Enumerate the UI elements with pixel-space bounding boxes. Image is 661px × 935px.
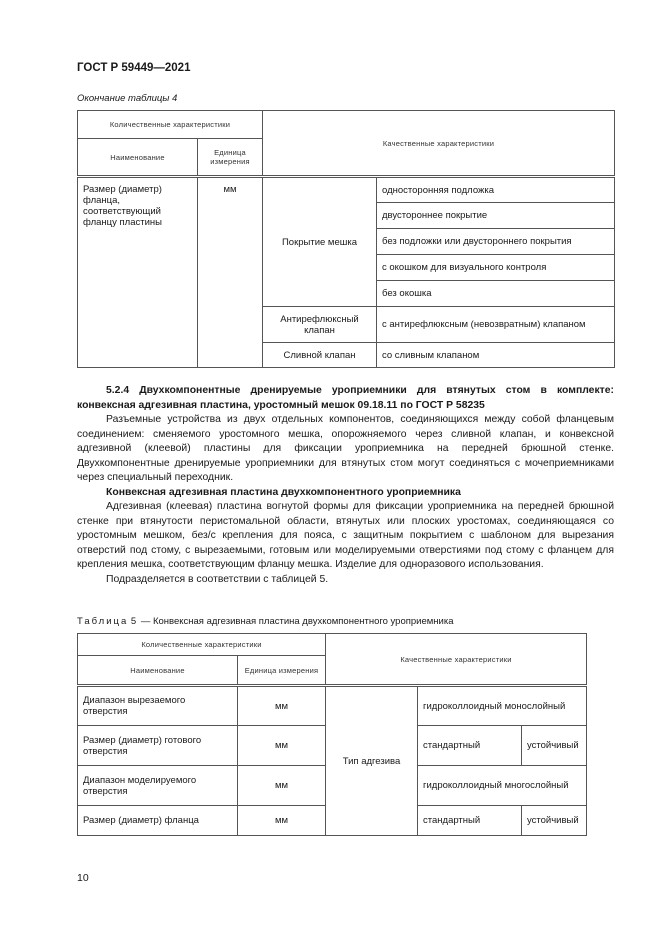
table-5 xyxy=(77,633,587,836)
row-name: Диапазон моделируемого отверстия xyxy=(78,766,238,806)
row-name: Размер (диаметр) готового отверстия xyxy=(78,726,238,766)
group-label: Покрытие мешка xyxy=(263,177,377,307)
group-value: без подложки или двустороннего покрытия xyxy=(377,229,615,255)
group-value: двустороннее покрытие xyxy=(377,203,615,229)
group-value: без окошка xyxy=(377,281,615,307)
table-4 xyxy=(77,110,615,368)
paragraph: Подразделяется в соответствии с таблицей 5. xyxy=(106,573,329,585)
group-value: со сливным клапаном xyxy=(377,343,615,368)
table-caption: Таблица 5 — Конвексная адгезивная пластина двухкомпонентного уроприемника xyxy=(77,616,454,627)
header-quantitative: Количественные характеристики xyxy=(78,634,326,656)
group-label: Антирефлюксный клапан xyxy=(263,307,377,343)
value-resistant: устойчивый xyxy=(522,806,587,836)
group-value: с окошком для визуального контроля xyxy=(377,255,615,281)
value-standard: стандартный xyxy=(418,726,522,766)
header-name: Наименование xyxy=(78,656,238,686)
header-qualitative: Качественные характеристики xyxy=(263,111,615,177)
header-name: Наименование xyxy=(78,139,198,177)
value-resistant: устойчивый xyxy=(522,726,587,766)
header-unit: Единица измерения xyxy=(198,139,263,177)
row-name: Размер (диаметр) фланца, соответствующий фланцу пластины xyxy=(78,177,198,368)
subheading: Конвексная адгезивная пластина двухкомпонентного уроприемника xyxy=(106,486,461,498)
value-mono: гидроколлоидный монослойный xyxy=(418,686,587,726)
paragraph: Адгезивная (клеевая) пластина вогнутой формы для фиксации уроприемника на передней брюшной стенке при втянутости перистомальной области, втянутых или плоских уростомах, соединяющаяся со уростомным мешком, без/с крепления для пояса, с защитным покрытием с шаблоном для вырезания отверстий под стому, с вырезаемыми, готовым или моделируемыми отверстиями под стому с фланцем для крепления мешка, соответствующим фланцу мешка. Изделие для одноразового использования. xyxy=(77,501,614,570)
header-qualitative: Качественные характеристики xyxy=(326,634,587,686)
page-number: 10 xyxy=(77,872,89,884)
document-header: ГОСТ Р 59449—2021 xyxy=(77,62,191,74)
row-name: Размер (диаметр) фланца xyxy=(78,806,238,836)
row-unit: мм xyxy=(238,686,326,726)
section-heading: 5.2.4 Двухкомпонентные дренируемые уроприемники для втянутых стом в комплекте: конвексная адгезивная пластина, уростомный мешок 09.18.11 по ГОСТ Р 58235 xyxy=(77,385,614,411)
group-value: с антирефлюксным (невозвратным) клапаном xyxy=(377,307,615,343)
section-text xyxy=(77,384,614,587)
value-standard: стандартный xyxy=(418,806,522,836)
row-name: Диапазон вырезаемого отверстия xyxy=(78,686,238,726)
row-unit: мм xyxy=(238,726,326,766)
header-quantitative: Количественные характеристики xyxy=(78,111,263,139)
row-unit: мм xyxy=(198,177,263,368)
row-unit: мм xyxy=(238,766,326,806)
table-continuation-label: Окончание таблицы 4 xyxy=(77,93,178,104)
row-unit: мм xyxy=(238,806,326,836)
header-unit: Единица измерения xyxy=(238,656,326,686)
group-label: Сливной клапан xyxy=(263,343,377,368)
value-multi: гидроколлоидный многослойный xyxy=(418,766,587,806)
group-label: Тип адгезива xyxy=(326,686,418,836)
paragraph: Разъемные устройства из двух отдельных компонентов, соединяющихся между собой фланцевым соединением: сменяемого уростомного мешка, опорожняемого через сливной клапан, и конвексной адгезивной (клеевой) пластины для фиксации уроприемника на передней брюшной стенке. Двухкомпонентные дренируемые уроприемники для втянутых стом могут соединяться с мочеприемниками через специальный переходник. xyxy=(77,414,614,483)
group-value: односторонняя подложка xyxy=(377,177,615,203)
